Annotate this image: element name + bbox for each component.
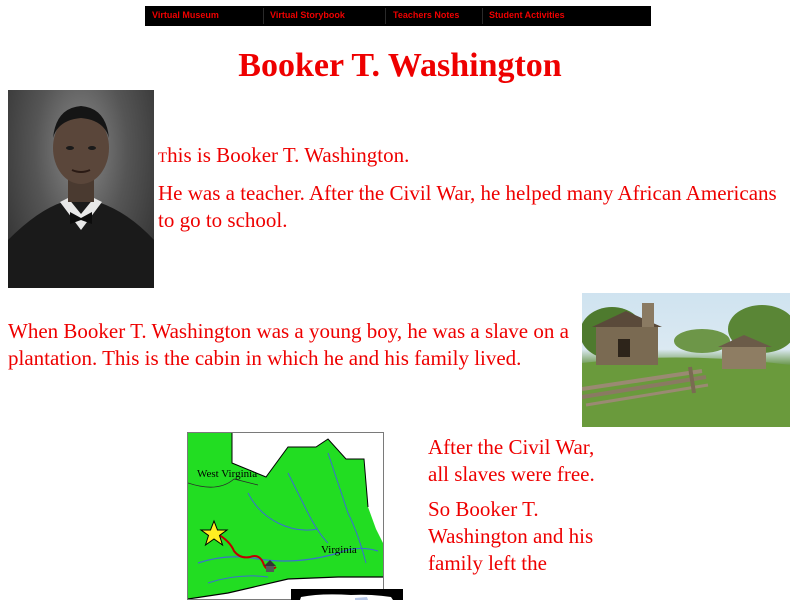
- intro-text: [158, 142, 778, 242]
- map-illustration: [188, 433, 383, 599]
- top-nav-bar: [145, 6, 651, 26]
- nav-separator: [482, 8, 483, 24]
- nav-separator: [263, 8, 264, 24]
- us-map-illustration: [291, 589, 403, 600]
- intro-line-2: He was a teacher. After the Civil War, he helped many African Americans to go to school.: [158, 181, 777, 232]
- map-label-west-virginia: West Virginia: [197, 468, 258, 480]
- map-label-virginia: Virginia: [321, 544, 357, 556]
- page-title: Booker T. Washington: [238, 47, 562, 84]
- nav-link-student-activities[interactable]: Student Activities: [489, 10, 565, 20]
- after-war-text: [428, 434, 618, 585]
- virginia-map: [187, 432, 384, 600]
- portrait-illustration: [8, 90, 154, 288]
- nav-separator: [385, 8, 386, 24]
- cabin-illustration: [582, 293, 790, 427]
- nav-link-virtual-storybook[interactable]: Virtual Storybook: [270, 10, 345, 20]
- intro-first-letter: T: [158, 150, 168, 166]
- nav-link-virtual-museum[interactable]: Virtual Museum: [152, 10, 219, 20]
- after-war-paragraph-2: So Booker T. Washington and his family left the: [428, 497, 594, 575]
- portrait-photo: [8, 90, 154, 288]
- intro-line-1: [158, 142, 778, 172]
- cabin-photo: [582, 293, 790, 427]
- nav-link-teachers-notes[interactable]: Teachers Notes: [393, 10, 460, 20]
- childhood-text: [8, 318, 574, 380]
- us-map-photo: [291, 589, 403, 600]
- intro-first-rest: his is Booker T. Washington.: [167, 143, 410, 167]
- after-war-paragraph-1: After the Civil War, all slaves were free.: [428, 435, 595, 486]
- childhood-paragraph: When Booker T. Washington was a young boy, he was a slave on a plantation. This is the cabin in which he and his family lived.: [8, 319, 569, 370]
